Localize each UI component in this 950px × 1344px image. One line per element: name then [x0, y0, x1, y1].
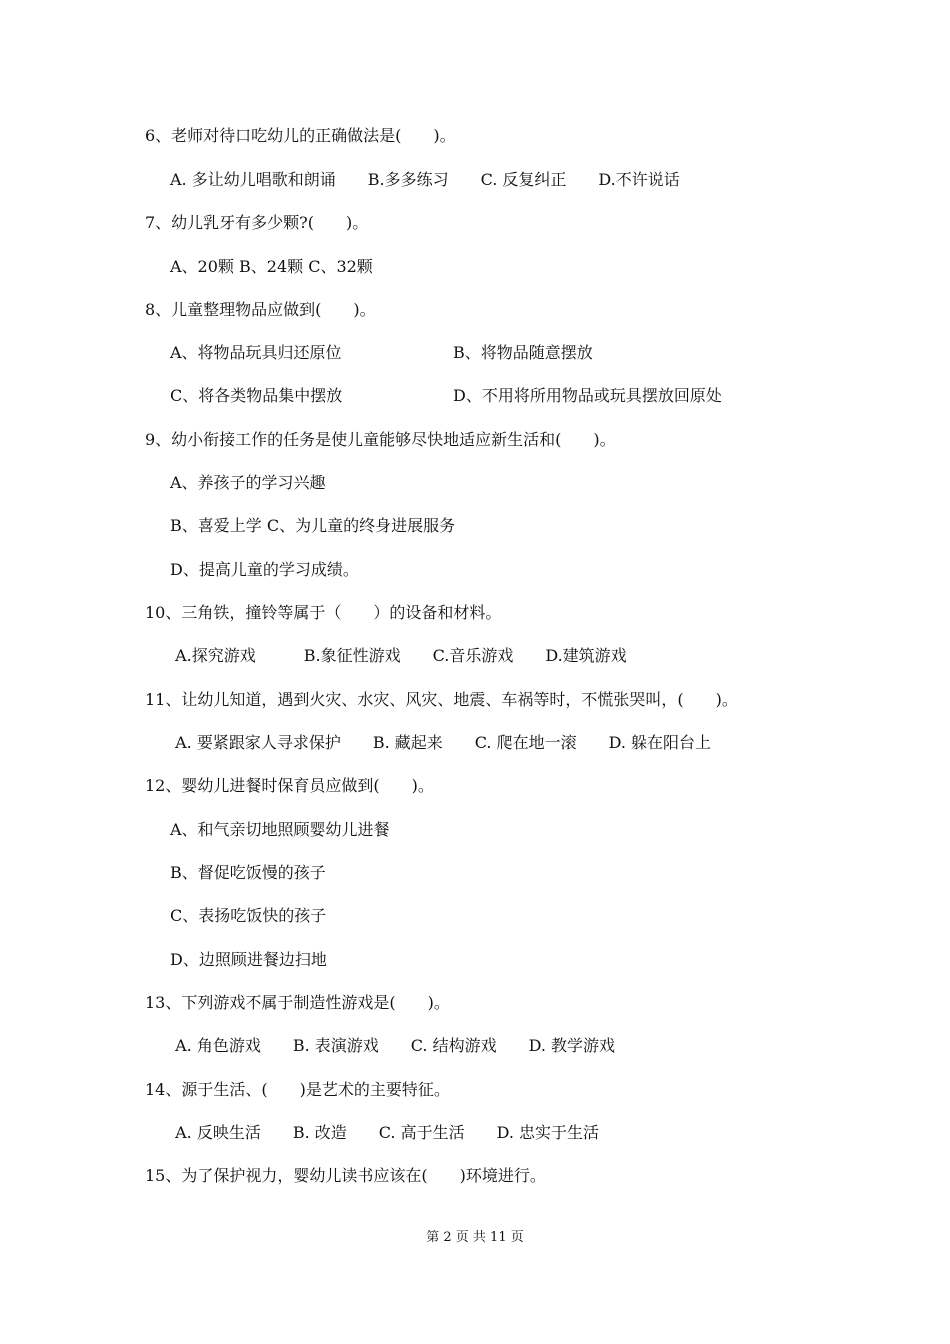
question-7-options: A、20颗 B、24颗 C、32颗 [170, 257, 373, 276]
question-12-option-a: A、和气亲切地照顾婴幼儿进餐 [170, 820, 390, 839]
question-15: 15、为了保护视力，婴幼儿读书应该在( )环境进行。 [145, 1166, 546, 1185]
question-9-option-a: A、养孩子的学习兴趣 [170, 473, 326, 492]
question-9: 9、幼小衔接工作的任务是使儿童能够尽快地适应新生活和( )。 [145, 430, 616, 449]
question-13-options: A. 角色游戏 B. 表演游戏 C. 结构游戏 D. 教学游戏 [170, 1036, 616, 1055]
question-8-option-b: B、将物品随意摆放 [453, 343, 593, 362]
question-9-option-d: D、提高儿童的学习成绩。 [170, 560, 359, 579]
question-14-options: A. 反映生活 B. 改造 C. 高于生活 D. 忠实于生活 [170, 1123, 600, 1142]
question-12: 12、婴幼儿进餐时保育员应做到( )。 [145, 776, 434, 795]
question-7: 7、幼儿乳牙有多少颗?( )。 [145, 213, 369, 232]
question-9-option-bc: B、喜爱上学 C、为儿童的终身进展服务 [170, 516, 456, 535]
page-footer: 第 2 页 共 11 页 [426, 1230, 524, 1245]
question-6: 6、老师对待口吃幼儿的正确做法是( )。 [145, 126, 456, 145]
question-8-option-c: C、将各类物品集中摆放 [170, 386, 343, 405]
question-14: 14、源于生活、( )是艺术的主要特征。 [145, 1080, 450, 1099]
question-8-option-a: A、将物品玩具归还原位 [170, 343, 342, 362]
question-12-option-c: C、表扬吃饭快的孩子 [170, 906, 327, 925]
question-8: 8、儿童整理物品应做到( )。 [145, 300, 376, 319]
question-8-option-d: D、不用将所用物品或玩具摆放回原处 [453, 386, 722, 405]
question-11: 11、让幼儿知道，遇到火灾、水灾、风灾、地震、车祸等时，不慌张哭叫，( )。 [145, 690, 738, 709]
question-13: 13、下列游戏不属于制造性游戏是( )。 [145, 993, 450, 1012]
question-10-options: A.探究游戏 B.象征性游戏 C.音乐游戏 D.建筑游戏 [170, 646, 627, 665]
question-11-options: A. 要紧跟家人寻求保护 B. 藏起来 C. 爬在地一滚 D. 躲在阳台上 [170, 733, 712, 752]
question-10: 10、三角铁，撞铃等属于（ ）的设备和材料。 [145, 603, 502, 622]
question-12-option-b: B、督促吃饭慢的孩子 [170, 863, 326, 882]
question-6-options: A. 多让幼儿唱歌和朗诵 B.多多练习 C. 反复纠正 D.不许说话 [170, 170, 680, 189]
question-12-option-d: D、边照顾进餐边扫地 [170, 950, 327, 969]
